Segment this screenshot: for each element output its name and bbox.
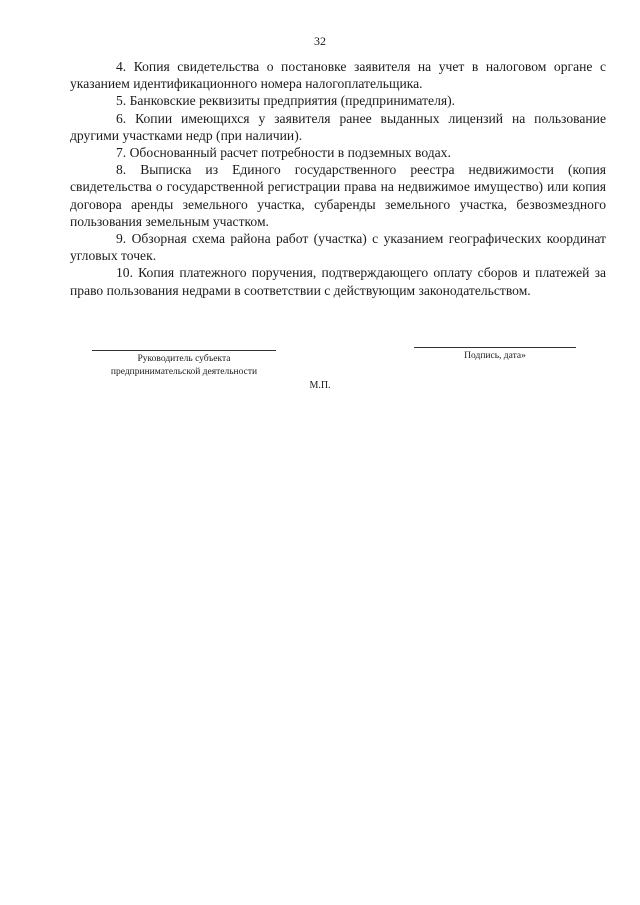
signature-block-date bbox=[414, 347, 576, 363]
signature-line bbox=[92, 350, 276, 351]
signature-block-head bbox=[92, 350, 276, 379]
signature-line bbox=[414, 347, 576, 348]
list-item: 5. Банковские реквизиты предприятия (предпринимателя). bbox=[116, 93, 456, 109]
signature-caption: Подпись, дата» bbox=[464, 351, 526, 361]
list-item: 4. Копия свидетельства о постановке заявителя на учет в налоговом органе с указанием идентификационного номера налогоплательщика. bbox=[70, 59, 606, 92]
list-item: 7. Обоснованный расчет потребности в подземных водах. bbox=[116, 145, 451, 161]
document-body bbox=[70, 58, 606, 299]
signature-caption: Руководитель субъекта bbox=[137, 354, 231, 364]
page-number: 32 bbox=[314, 34, 326, 48]
list-item: 10. Копия платежного поручения, подтверждающего оплату сборов и платежей за право пользования недрами в соответствии с действующим законодательством. bbox=[70, 265, 606, 298]
list-item: 6. Копии имеющихся у заявителя ранее выданных лицензий на пользование другими участками недр (при наличии). bbox=[70, 110, 606, 143]
signature-caption: предпринимательской деятельности bbox=[110, 367, 258, 377]
stamp-place-label: М.П. bbox=[309, 380, 331, 391]
list-item: 8. Выписка из Единого государственного реестра недвижимости (копия свидетельства о государственной регистрации права на недвижимое имущество) или копия договора аренды земельного участка, субаренды земельного участка, безвозмездного пользования земельным участком. bbox=[70, 162, 606, 229]
list-item: 9. Обзорная схема района работ (участка) с указанием географических координат угловых точек. bbox=[70, 231, 606, 264]
